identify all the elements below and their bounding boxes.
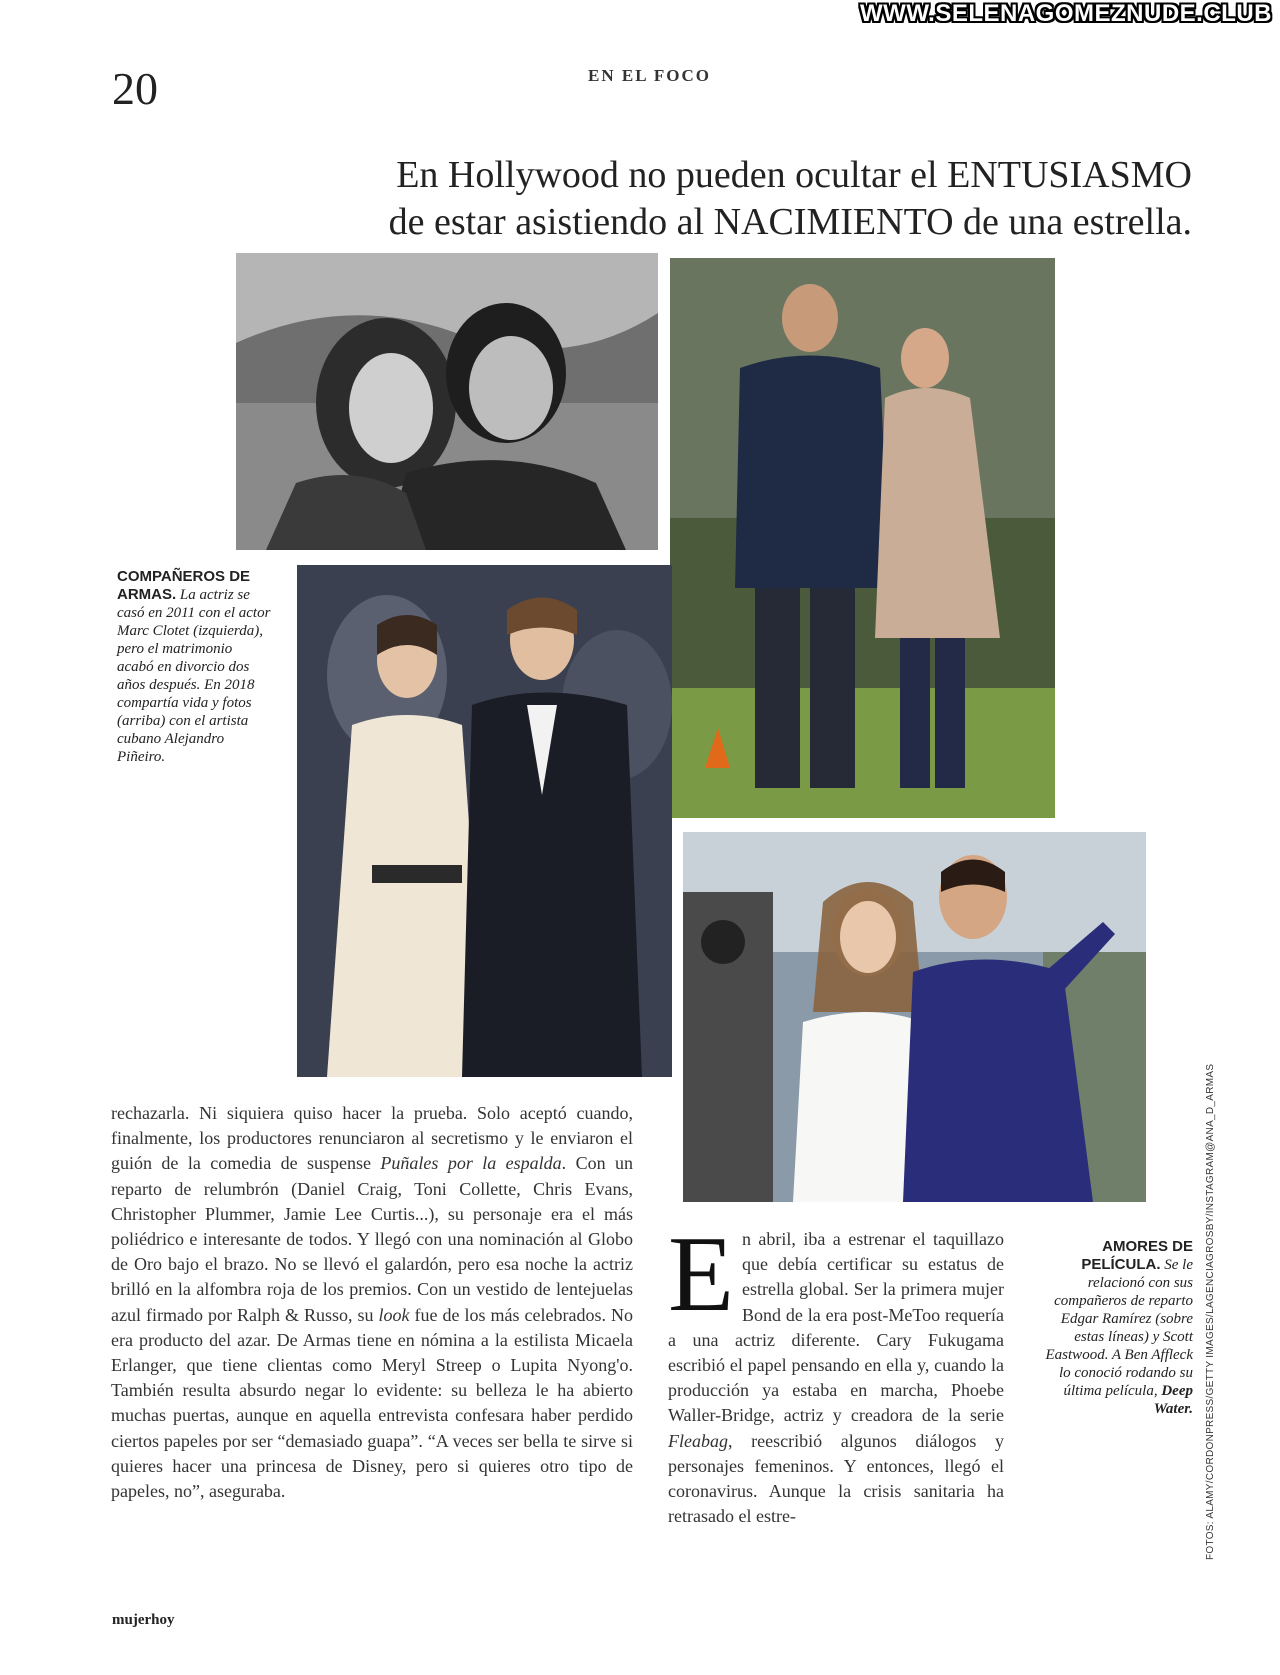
caption-amores-film-title: Deep Water. [1153,1383,1193,1417]
body-column-right [668,1215,1004,1529]
body-column-left [111,1101,633,1504]
photo-bw-couple [236,253,658,550]
caption-companeros [117,568,272,766]
caption-amores-lead: AMORES DE PELÍCULA. [1081,1238,1193,1273]
watermark-text: WWW.SELENAGOMEZNUDE.CLUB [860,0,1272,27]
headline [292,152,1192,246]
body-left-part-2: . Con un reparto de relumbrón (Daniel Craig, Toni Collette, Chris Evans, Christopher Plummer, Jamie Lee Curtis...), su personaje era el más poliédrico e interesante de todos. Y llegó con una nominación al Globo de Oro bajo el brazo. No se llevó el galardón, pero esa noche la actriz brilló en la alfombra roja de los premios. Con un vestido de lentejuelas azul firmado por Ralph & Russo, su [111,1153,633,1325]
caption-amores-text: Se le relacionó con sus compañeros de reparto Edgar Ramírez (sobre estas líneas) y Scott Eastwood. A Ben Affleck lo conoció rodando su última película, [1045,1257,1193,1399]
body-left-part-3: fue de los más celebrados. No era producto del azar. De Armas tiene en nómina a la estilista Micaela Erlanger, que tiene clientas como Meryl Streep o Lupita Nyong'o. También resulta absurdo negar lo evidente: su belleza le ha abierto muchas puertas, aunque en aquella entrevista confesara haber perdido ciertos papeles por ser “demasiado guapa”. “A veces ser bella te sirve si quieres hacer una princesa de Disney, pero si quieres otro tipo de papeles, no”, aseguraba. [111,1304,633,1502]
caption-companeros-text: La actriz se casó en 2011 con el actor Marc Clotet (izquierda), pero el matrimonio acabó en divorcio dos años después. En 2018 compartía vida y fotos (arriba) con el artista cubano Alejandro Piñeiro. [117,587,271,765]
body-right-part-2: , reescribió algunos diálogos y personajes femeninos. Y entonces, llegó el coronavirus. Aunque la crisis sanitaria ha retrasado el estre- [668,1430,1004,1527]
headline-line-2: de estar asistiendo al NACIMIENTO de una estrella. [388,201,1192,243]
caption-amores [1043,1238,1193,1418]
photo-event-pair [683,832,1146,1202]
body-left-part-1: rechazarla. Ni siquiera quiso hacer la prueba. Solo aceptó cuando, finalmente, los productores renunciaron al secretismo y le enviaron el guión de la comedia de suspense [111,1103,633,1174]
caption-companeros-lead: COMPAÑEROS DE ARMAS. [117,568,251,603]
headline-line-1: En Hollywood no pueden ocultar el ENTUSIASMO [396,154,1192,196]
body-right-series-title: Fleabag [668,1430,728,1451]
photo-red-carpet-pair [297,565,672,1077]
body-left-film-title: Puñales por la espalda [380,1153,562,1174]
brand-logo-text: mujerhoy [112,1612,175,1628]
photo-credits: FOTOS: ALAMY/CORDONPRESS/GETTY IMAGES/LAGENCIAGROSBY/INSTAGRAM@ANA_D_ARMAS [1205,1063,1216,1560]
page-number: 20 [112,63,158,114]
photo-outdoor-pair [670,258,1055,818]
section-title: EN EL FOCO [588,66,711,85]
drop-cap: E [668,1215,734,1334]
body-left-look-word: look [378,1304,410,1325]
body-right-part-1: n abril, iba a estrenar el taquillazo que debía certificar su estatus de estrella global. Ser la primera mujer Bond de la era post-MeToo requería a una actriz diferente. Cary Fukugama escribió el papel pensando en ella y, cuando la producción ya estaba en marcha, Phoebe Waller-Bridge, actriz y creadora de la serie [668,1229,1004,1426]
